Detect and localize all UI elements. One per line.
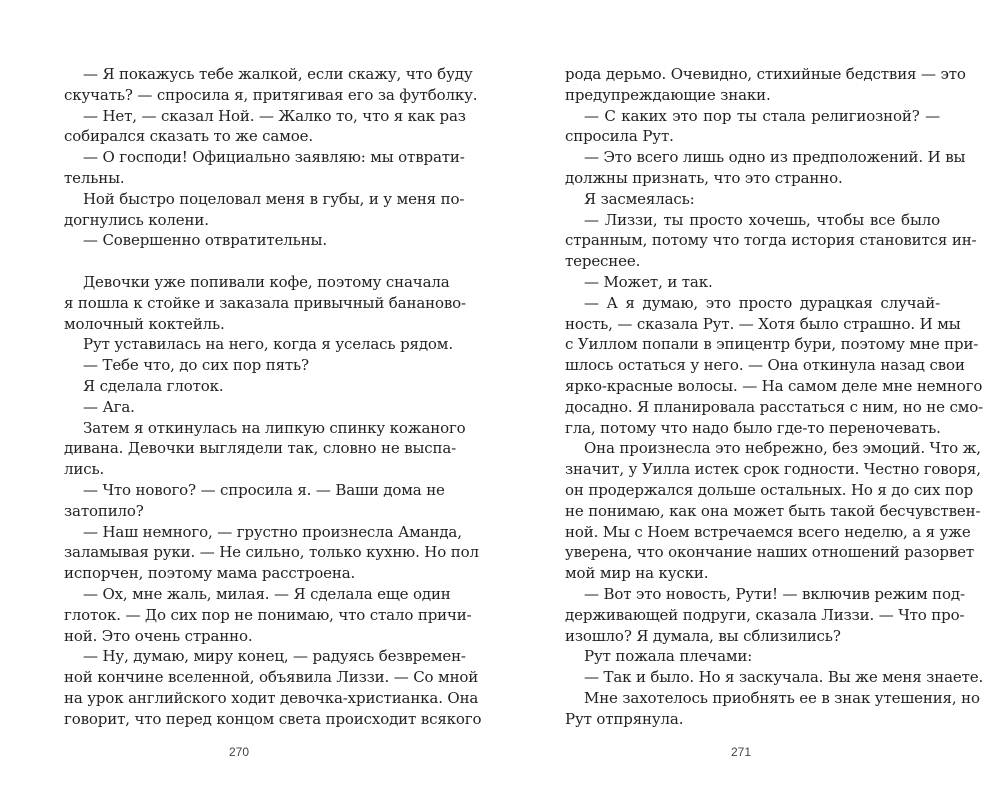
text-line: ность, — сказала Рут. — Хотя было страшно. И мы (565, 314, 961, 333)
text-line: ярко-красные волосы. — На самом деле мне немного (565, 376, 983, 395)
text-line: я пошла к стойке и заказала привычный бананово- (64, 293, 466, 312)
text-line: — А я думаю, это просто дурацкая случай- (584, 293, 940, 312)
text-line: спросила Рут. (565, 127, 674, 146)
text-line: — С каких это пор ты стала религиозной? — (584, 106, 940, 125)
text-line: говорит, что перед концом света происходит всякого (64, 709, 482, 728)
text-line: лись. (64, 460, 105, 479)
text-line: не понимаю, как она может быть такой бесчувствен- (565, 501, 981, 520)
text-line: — Так и было. Но я заскучала. Вы же меня знаете. (584, 668, 984, 687)
text-line: — Совершенно отвратительны. (83, 231, 327, 250)
text-line: Ной быстро поцеловал меня в губы, и у меня по- (83, 189, 465, 208)
text-line: тереснее. (565, 252, 641, 271)
text-line: шлось остаться у него. — Она откинула назад свои (565, 356, 965, 375)
text-line: ной. Мы с Ноем встречаемся всего неделю, а я уже (565, 522, 971, 541)
text-line: Она произнесла это небрежно, без эмоций. Что ж, (584, 439, 981, 458)
text-line: скучать? — спросила я, притягивая его за футболку. (64, 85, 478, 104)
text-line: Мне захотелось приобнять ее в знак утешения, но (584, 688, 980, 707)
text-line: — Наш немного, — грустно произнесла Аманда, (83, 522, 462, 541)
text-line: должны признать, что это странно. (565, 168, 843, 187)
text-line: Девочки уже попивали кофе, поэтому сначала (83, 272, 450, 291)
text-line: уверена, что окончание наших отношений разорвет (565, 543, 975, 562)
text-line: заламывая руки. — Не сильно, только кухню. Но пол (64, 543, 479, 562)
page-number-right: 271 (731, 745, 752, 759)
text-line: мой мир на куски. (565, 564, 709, 583)
text-line: — Ага. (83, 397, 135, 416)
text-line: — Нет, — сказал Ной. — Жалко то, что я как раз (83, 106, 466, 125)
text-line: — Ну, думаю, миру конец, — радуясь безвремен- (83, 647, 466, 666)
text-line: Я сделала глоток. (83, 376, 224, 395)
left-page (64, 64, 482, 730)
text-line: предупреждающие знаки. (565, 85, 771, 104)
text-line: рода дерьмо. Очевидно, стихийные бедствия — это (565, 65, 966, 83)
text-line: испорчен, поэтому мама расстроена. (64, 564, 356, 583)
text-line: с Уиллом попали в эпицентр бури, поэтому мне при- (565, 335, 979, 354)
text-line: — Вот это новость, Рути! — включив режим под- (584, 584, 965, 603)
text-line: изошло? Я думала, вы сблизились? (565, 626, 841, 645)
text-line: странным, потому что тогда история становится ин- (565, 231, 977, 250)
text-line: — Ох, мне жаль, милая. — Я сделала еще один (83, 584, 451, 603)
text-line: — Тебе что, до сих пор пять? (83, 356, 309, 375)
text-line: дивана. Девочки выглядели так, словно не выспа- (64, 439, 457, 458)
section-break (64, 251, 439, 272)
text-line: ной. Это очень странно. (64, 626, 253, 645)
text-line: — О господи! Официально заявляю: мы отврати- (83, 148, 465, 167)
text-line: догнулись колени. (64, 210, 209, 229)
text-line: — Лиззи, ты просто хочешь, чтобы все было (584, 210, 940, 229)
text-line: молочный коктейль. (64, 314, 225, 333)
text-line: держивающей подруги, сказала Лиззи. — Что про- (565, 605, 965, 624)
text-line: — Может, и так. (584, 272, 713, 291)
text-line: Затем я откинулась на липкую спинку кожаного (83, 418, 466, 437)
text-line: досадно. Я планировала расстаться с ним, но не смо- (565, 397, 984, 416)
text-line: гла, потому что надо было где-то переночевать. (565, 418, 941, 437)
text-line: Я засмеялась: (584, 189, 695, 208)
text-line: Рут уставилась на него, когда я уселась рядом. (83, 335, 453, 354)
text-line: на урок английского ходит девочка-христианка. Она (64, 688, 479, 707)
text-line: затопило? (64, 501, 144, 520)
text-line: Рут пожала плечами: (584, 647, 753, 666)
text-line: он продержался дольше остальных. Но я до сих пор (565, 480, 974, 499)
text-line: собирался сказать то же самое. (64, 127, 313, 146)
text-line: глоток. — До сих пор не понимаю, что стало причи- (64, 605, 472, 624)
text-line: — Я покажусь тебе жалкой, если скажу, что буду (83, 65, 473, 83)
text-line: — Что нового? — спросила я. — Ваши дома не (83, 480, 445, 499)
page-number-left: 270 (229, 745, 250, 759)
text-line: значит, у Уилла истек срок годности. Честно говоря, (565, 460, 981, 479)
text-line: ной кончине вселенной, объявила Лиззи. — Со мной (64, 668, 479, 687)
right-page (565, 64, 984, 730)
text-line: тельны. (64, 168, 125, 187)
text-line: — Это всего лишь одно из предположений. И вы (584, 148, 966, 167)
text-line: Рут отпрянула. (565, 709, 684, 728)
